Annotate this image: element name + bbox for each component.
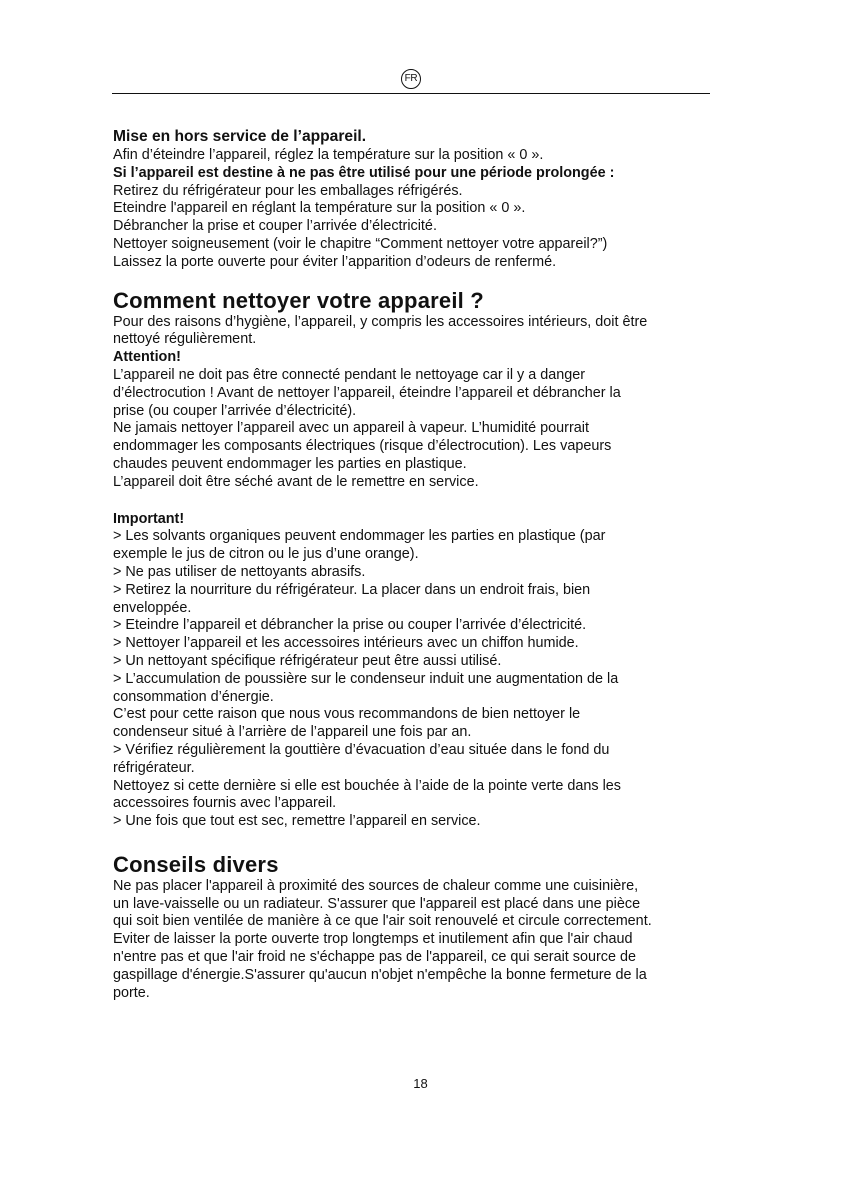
text-line: Débrancher la prise et couper l’arrivée d’électricité. — [113, 218, 437, 235]
text-line: endommager les composants électriques (risque d’électrocution). Les vapeurs — [113, 438, 612, 455]
text-line: Eteindre l'appareil en réglant la température sur la position « 0 ». — [113, 200, 526, 217]
text-line: Attention! — [113, 349, 181, 366]
text-line: > L’accumulation de poussière sur le condenseur induit une augmentation de la — [113, 670, 619, 687]
text-line: d’électrocution ! Avant de nettoyer l’appareil, éteindre l’appareil et débrancher la — [113, 384, 621, 401]
section-cleaning-text — [113, 314, 713, 492]
text-line: Afin d’éteindre l’appareil, réglez la température sur la position « 0 ». — [113, 147, 544, 163]
text-line: accessoires fournis avec l’appareil. — [113, 795, 337, 812]
text-line: Ne jamais nettoyer l’appareil avec un appareil à vapeur. L’humidité pourrait — [113, 420, 589, 437]
text-line: porte. — [113, 984, 150, 1001]
text-line: L’appareil ne doit pas être connecté pendant le nettoyage car il y a danger — [113, 366, 586, 383]
text-line: > Ne pas utiliser de nettoyants abrasifs. — [113, 563, 366, 580]
text-line: > Les solvants organiques peuvent endommager les parties en plastique (par — [113, 528, 606, 545]
text-line: Retirez du réfrigérateur pour les emballages réfrigérés. — [113, 182, 463, 199]
text-line: > Retirez la nourriture du réfrigérateur. La placer dans un endroit frais, bien — [113, 581, 591, 598]
text-line: enveloppée. — [113, 599, 192, 616]
section-tips-text — [113, 878, 713, 1003]
text-line: chaudes peuvent endommager les parties en plastique. — [113, 455, 467, 472]
section-important-text — [113, 511, 713, 831]
text-line: gaspillage d'énergie.S'assurer qu'aucun n'objet n'empêche la bonne fermeture de la — [113, 966, 647, 983]
text-line: Si l’appareil est destine à ne pas être utilisé pour une période prolongée : — [113, 164, 615, 181]
section-tips-title: Conseils divers — [113, 851, 279, 877]
header-rule — [112, 93, 710, 94]
text-line: L’appareil doit être séché avant de le remettre en service. — [113, 473, 479, 490]
text-line: > Un nettoyant spécifique réfrigérateur peut être aussi utilisé. — [113, 652, 502, 669]
text-line: un lave-vaisselle ou un radiateur. S'assurer que l'appareil est placé dans une pièce — [113, 895, 641, 912]
text-line: nettoyé régulièrement. — [113, 331, 257, 348]
text-line: réfrigérateur. — [113, 759, 195, 776]
text-line: > Une fois que tout est sec, remettre l’appareil en service. — [113, 813, 481, 830]
text-line: prise (ou couper l’arrivée d’électricité). — [113, 402, 357, 419]
page-number: 18 — [413, 1076, 428, 1091]
text-line: Laissez la porte ouverte pour éviter l’apparition d’odeurs de renfermé. — [113, 253, 557, 270]
section-important — [113, 511, 713, 831]
text-line: > Nettoyer l’appareil et les accessoires intérieurs avec un chiffon humide. — [113, 635, 579, 652]
text-line: > Vérifiez régulièrement la gouttière d’évacuation d’eau située dans le fond du — [113, 741, 610, 758]
text-line: consommation d’énergie. — [113, 688, 274, 705]
text-line: Ne pas placer l'appareil à proximité des sources de chaleur comme une cuisinière, — [113, 877, 639, 894]
text-line: condenseur situé à l’arrière de l’appareil une fois par an. — [113, 724, 472, 741]
text-line: Nettoyer soigneusement (voir le chapitre “Comment nettoyer votre appareil?”) — [113, 235, 608, 252]
text-line: Pour des raisons d’hygiène, l’appareil, y compris les accessoires intérieurs, doit être — [113, 313, 648, 330]
section-cleaning — [113, 288, 713, 492]
language-badge: FR — [401, 69, 421, 89]
text-line: n'entre pas et que l'air froid ne s'échappe pas de l'appareil, ce qui serait source de — [113, 949, 636, 966]
text-line: C’est pour cette raison que nous vous recommandons de bien nettoyer le — [113, 706, 581, 723]
section-cleaning-title: Comment nettoyer votre appareil ? — [113, 287, 484, 313]
section-shutdown-text — [113, 147, 713, 272]
text-line: exemple le jus de citron ou le jus d’une orange). — [113, 546, 419, 563]
document-body — [113, 128, 713, 1002]
text-line: Nettoyez si cette dernière si elle est bouchée à l’aide de la pointe verte dans les — [113, 777, 621, 794]
section-tips — [113, 852, 713, 1003]
text-line: Eviter de laisser la porte ouverte trop longtemps et inutilement afin que l'air chaud — [113, 931, 633, 948]
text-line: Important! — [113, 510, 185, 527]
text-line: qui soit bien ventilée de manière à ce que l'air soit renouvelé et circule correctement. — [113, 913, 652, 930]
section-shutdown-title: Mise en hors service de l’appareil. — [113, 128, 367, 145]
text-line: > Eteindre l’appareil et débrancher la prise ou couper l’arrivée d’électricité. — [113, 617, 587, 634]
section-shutdown — [113, 128, 713, 272]
